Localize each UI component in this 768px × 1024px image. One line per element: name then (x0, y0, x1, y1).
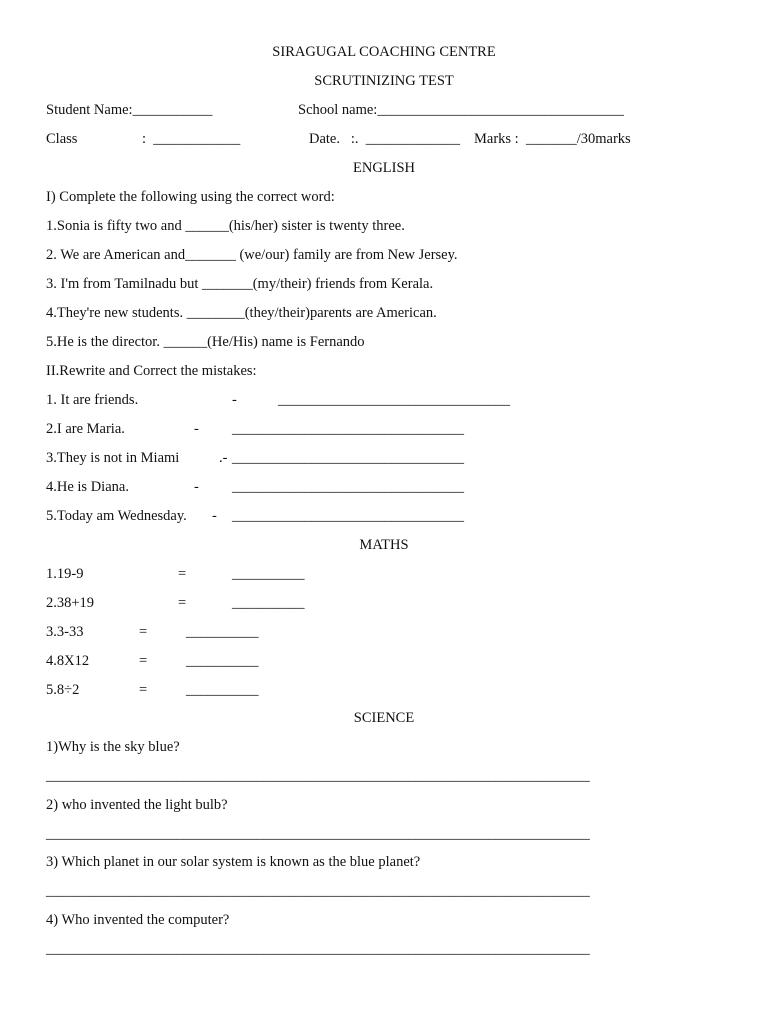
rewrite-sentence: 3.They is not in Miami (46, 450, 180, 466)
rewrite-sentence: 4.He is Diana. (46, 479, 129, 495)
science-answer-line: ___________________________________________________________________________ (46, 768, 590, 784)
date-field: Date. :. _____________ (309, 131, 461, 147)
rewrite-separator: .- (219, 450, 228, 466)
english-question: 4.They're new students. ________(they/their)parents are American. (46, 305, 437, 321)
rewrite-separator: - (194, 421, 199, 437)
maths-answer-blank: __________ (232, 566, 305, 582)
english-question: 5.He is the director. ______(He/His) name is Fernando (46, 334, 365, 350)
class-label: Class (46, 131, 78, 147)
rewrite-separator: - (212, 508, 217, 524)
english-question: 2. We are American and_______ (we/our) family are from New Jersey. (46, 247, 458, 263)
english-question: 3. I'm from Tamilnadu but _______(my/their) friends from Kerala. (46, 276, 434, 292)
maths-equals: = (178, 566, 187, 582)
maths-expression: 3.3-33 (46, 624, 84, 640)
class-field: : ____________ (142, 131, 241, 147)
centre-title: SIRAGUGAL COACHING CENTRE (272, 44, 496, 60)
rewrite-sentence: 2.I are Maria. (46, 421, 125, 437)
maths-equals: = (139, 624, 148, 640)
rewrite-separator: - (232, 392, 237, 408)
maths-expression: 4.8X12 (46, 653, 90, 669)
english-section2-heading: II.Rewrite and Correct the mistakes: (46, 363, 257, 379)
science-question: 3) Which planet in our solar system is known as the blue planet? (46, 854, 421, 870)
maths-equals: = (178, 595, 187, 611)
maths-answer-blank: __________ (186, 624, 259, 640)
maths-answer-blank: __________ (186, 653, 259, 669)
science-question: 1)Why is the sky blue? (46, 739, 180, 755)
rewrite-separator: - (194, 479, 199, 495)
maths-answer-blank: __________ (232, 595, 305, 611)
rewrite-answer-blank: ________________________________ (232, 450, 464, 466)
english-section1-heading: I) Complete the following using the correct word: (46, 189, 335, 205)
science-question: 4) Who invented the computer? (46, 912, 230, 928)
science-section-title: SCIENCE (353, 710, 415, 726)
student-name-field: Student Name:___________ (46, 102, 213, 118)
rewrite-answer-blank: ________________________________ (278, 392, 510, 408)
maths-section-title: MATHS (359, 537, 409, 553)
science-question: 2) who invented the light bulb? (46, 797, 228, 813)
marks-field: Marks : _______/30marks (474, 131, 631, 147)
science-answer-line: ___________________________________________________________________________ (46, 883, 590, 899)
english-section-title: ENGLISH (352, 160, 416, 176)
rewrite-answer-blank: ________________________________ (232, 421, 464, 437)
maths-equals: = (139, 682, 148, 698)
maths-expression: 1.19-9 (46, 566, 84, 582)
rewrite-sentence: 5.Today am Wednesday. (46, 508, 187, 524)
science-answer-line: ___________________________________________________________________________ (46, 941, 590, 957)
rewrite-answer-blank: ________________________________ (232, 479, 464, 495)
rewrite-sentence: 1. It are friends. (46, 392, 139, 408)
maths-answer-blank: __________ (186, 682, 259, 698)
english-question: 1.Sonia is fifty two and ______(his/her) sister is twenty three. (46, 218, 405, 234)
science-answer-line: ___________________________________________________________________________ (46, 826, 590, 842)
test-title: SCRUTINIZING TEST (314, 73, 454, 89)
maths-equals: = (139, 653, 148, 669)
maths-expression: 2.38+19 (46, 595, 95, 611)
school-name-field: School name:__________________________________ (298, 102, 624, 118)
maths-expression: 5.8÷2 (46, 682, 80, 698)
rewrite-answer-blank: ________________________________ (232, 508, 464, 524)
